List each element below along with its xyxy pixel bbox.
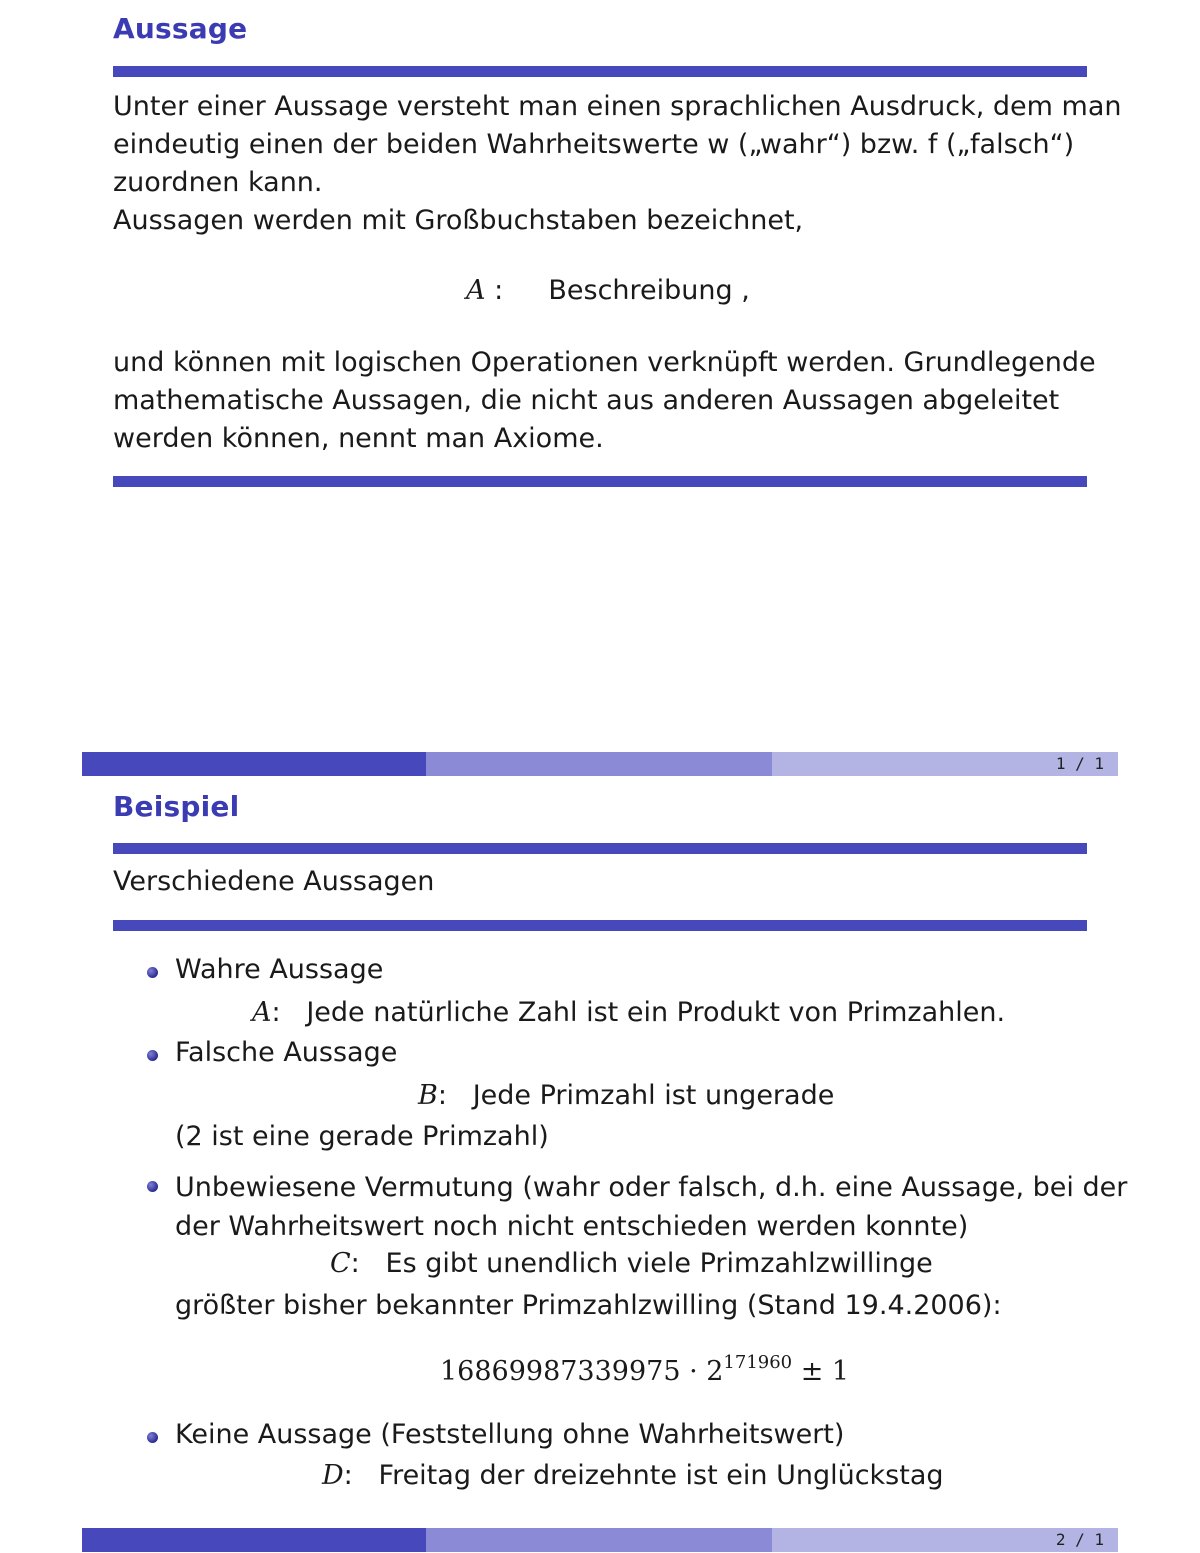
statement-variable: D <box>322 1460 344 1491</box>
formula-colon: : <box>494 275 504 306</box>
statement-d <box>322 1460 944 1491</box>
footer-segment-dark <box>82 1528 426 1552</box>
block-bottom-rule <box>113 476 1087 487</box>
formula-exponent: 171960 <box>723 1352 793 1373</box>
statement-b <box>418 1080 834 1111</box>
bullet-icon <box>147 967 158 978</box>
item-note: größter bisher bekannter Primzahlzwilling (Stand 19.4.2006): <box>175 1290 1002 1321</box>
text-line: und können mit logischen Operationen verknüpft werden. Grundlegende <box>113 347 1096 378</box>
axiom-paragraph <box>113 344 1096 458</box>
statement-c <box>330 1248 933 1279</box>
slide-title: Beispiel <box>113 790 240 823</box>
statement-text: : Freitag der dreizehnte ist ein Unglückstag <box>343 1460 944 1491</box>
text-line: eindeutig einen der beiden Wahrheitswerte w („wahr“) bzw. f („falsch“) <box>113 129 1075 160</box>
block-title: Verschiedene Aussagen <box>113 866 435 897</box>
statement-a <box>252 997 1005 1028</box>
item-label-line: der Wahrheitswert noch nicht entschieden werden konnte) <box>175 1211 969 1242</box>
slide-title: Aussage <box>113 12 248 45</box>
statement-variable: B <box>418 1080 438 1111</box>
page-number: 1 / 1 <box>1055 754 1104 773</box>
title-rule <box>113 843 1087 854</box>
item-note: (2 ist eine gerade Primzahl) <box>175 1121 549 1152</box>
footer-segment-light <box>772 1528 1118 1552</box>
item-label: Keine Aussage (Feststellung ohne Wahrheitswert) <box>175 1419 845 1450</box>
statement-variable: A <box>252 997 272 1028</box>
bullet-icon <box>147 1181 158 1192</box>
statement-text: : Jede Primzahl ist ungerade <box>437 1080 835 1111</box>
text-line: mathematische Aussagen, die nicht aus anderen Aussagen abgeleitet <box>113 385 1060 416</box>
text-line: zuordnen kann. <box>113 167 323 198</box>
item-label: Wahre Aussage <box>175 954 384 985</box>
item-label-line: Unbewiesene Vermutung (wahr oder falsch, d.h. eine Aussage, bei der <box>175 1172 1128 1203</box>
statement-variable: C <box>330 1248 351 1279</box>
formula-description: Beschreibung , <box>548 275 750 306</box>
formula-base: 16869987339975 · 2 <box>440 1356 724 1387</box>
display-formula <box>466 275 750 306</box>
page-number: 2 / 1 <box>1055 1530 1104 1549</box>
block-title-rule <box>113 920 1087 931</box>
item-label: Falsche Aussage <box>175 1037 398 1068</box>
item-label <box>175 1168 1127 1246</box>
footer-segment-light <box>772 752 1118 776</box>
definition-paragraph <box>113 88 1122 240</box>
footer-segment-mid <box>426 752 772 776</box>
statement-text: : Jede natürliche Zahl ist ein Produkt von Primzahlen. <box>271 997 1006 1028</box>
statement-text: : Es gibt unendlich viele Primzahlzwillinge <box>350 1248 933 1279</box>
formula-tail: ± 1 <box>792 1356 850 1387</box>
text-line: Aussagen werden mit Großbuchstaben bezeichnet, <box>113 205 804 236</box>
footer-segment-mid <box>426 1528 772 1552</box>
text-line: Unter einer Aussage versteht man einen sprachlichen Ausdruck, dem man <box>113 91 1122 122</box>
footer-bar <box>82 1528 1118 1552</box>
bullet-icon <box>147 1050 158 1061</box>
title-rule <box>113 66 1087 77</box>
bullet-icon <box>147 1432 158 1443</box>
text-line: werden können, nennt man Axiome. <box>113 423 604 454</box>
footer-bar <box>82 752 1118 776</box>
footer-segment-dark <box>82 752 426 776</box>
prime-twin-formula <box>440 1352 849 1387</box>
formula-variable: A <box>466 275 486 306</box>
